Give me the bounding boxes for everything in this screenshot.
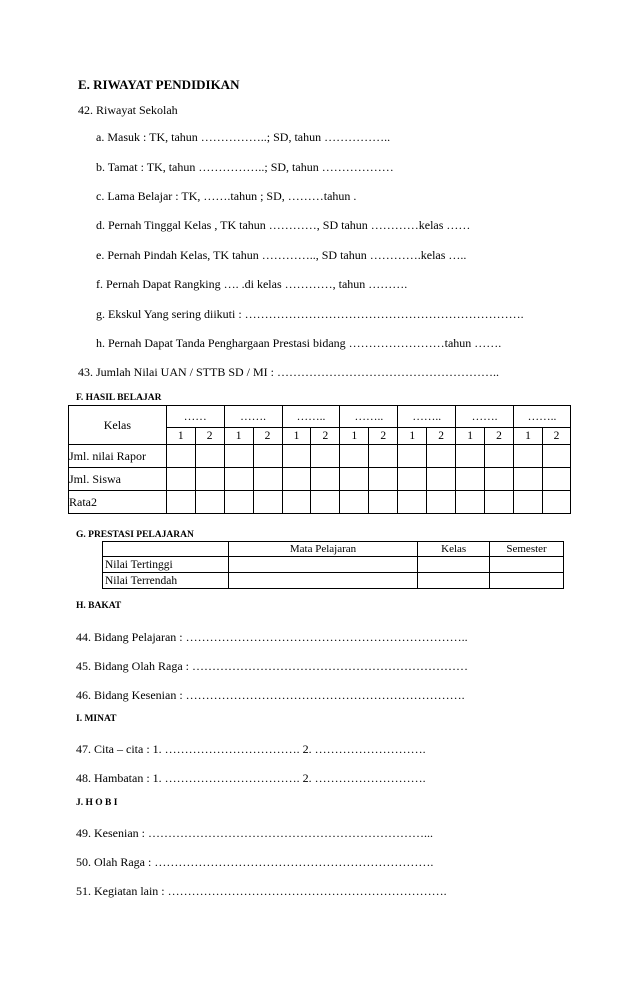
grade-cell[interactable] <box>340 445 369 468</box>
history-item-b: b. Tamat : TK, tahun ……………..; SD, tahun ……………… <box>96 160 394 174</box>
section-e-title: E. RIWAYAT PENDIDIKAN <box>78 77 240 92</box>
class-header: …….. <box>340 406 398 428</box>
grade-cell[interactable] <box>166 445 195 468</box>
grade-cell[interactable] <box>253 468 282 491</box>
semester-label: 2 <box>253 428 282 445</box>
class-header: ……. <box>456 406 514 428</box>
semester-label: 2 <box>369 428 398 445</box>
question-50: 50. Olah Raga : ……………………………………………………………. <box>76 855 434 869</box>
question-47: 47. Cita – cita : 1. ……………………………. 2. ………………………. <box>76 742 426 756</box>
kelas-header: Kelas <box>418 542 490 557</box>
grade-cell[interactable] <box>485 445 514 468</box>
entry-cell[interactable] <box>418 557 490 573</box>
section-g-title: G. PRESTASI PELAJARAN <box>76 530 194 540</box>
grade-cell[interactable] <box>369 468 398 491</box>
entry-cell[interactable] <box>490 573 564 589</box>
grade-cell[interactable] <box>311 491 340 514</box>
grade-cell[interactable] <box>195 468 224 491</box>
class-header: …….. <box>398 406 456 428</box>
history-item-c: c. Lama Belajar : TK, …….tahun ; SD, ………tahun . <box>96 189 357 203</box>
grade-cell[interactable] <box>282 445 311 468</box>
question-45: 45. Bidang Olah Raga : …………………………………………………………… <box>76 659 468 673</box>
empty-header-cell <box>103 542 229 557</box>
question-51: 51. Kegiatan lain : ……………………………………………………………. <box>76 884 447 898</box>
semester-header: Semester <box>490 542 564 557</box>
semester-label: 2 <box>195 428 224 445</box>
entry-cell[interactable] <box>418 573 490 589</box>
grade-cell[interactable] <box>166 468 195 491</box>
grade-cell[interactable] <box>485 468 514 491</box>
section-j-title: J. H O B I <box>76 798 118 808</box>
history-item-e: e. Pernah Pindah Kelas, TK tahun ………….., SD tahun ………….kelas ….. <box>96 248 467 262</box>
grade-cell[interactable] <box>253 445 282 468</box>
class-header: …… <box>166 406 224 428</box>
grade-cell[interactable] <box>195 491 224 514</box>
class-header: ……. <box>224 406 282 428</box>
entry-cell[interactable] <box>228 573 418 589</box>
table-row <box>69 468 571 491</box>
grade-cell[interactable] <box>282 468 311 491</box>
question-46: 46. Bidang Kesenian : ……………………………………………………………. <box>76 688 465 702</box>
question-44: 44. Bidang Pelajaran : …………………………………………………………….. <box>76 630 468 644</box>
grade-cell[interactable] <box>340 468 369 491</box>
grade-cell[interactable] <box>398 468 427 491</box>
grade-cell[interactable] <box>224 491 253 514</box>
grade-cell[interactable] <box>369 445 398 468</box>
grade-cell[interactable] <box>166 491 195 514</box>
grade-cell[interactable] <box>456 468 485 491</box>
history-item-d: d. Pernah Tinggal Kelas , TK tahun …………, SD tahun …………kelas …… <box>96 218 471 232</box>
grade-cell[interactable] <box>340 491 369 514</box>
history-item-f: f. Pernah Dapat Rangking …. .di kelas …………, tahun ………. <box>96 277 408 291</box>
table-row <box>103 557 564 573</box>
row-label: Nilai Terrendah <box>103 573 229 589</box>
row-label: Jml. Siswa <box>69 468 167 491</box>
grade-cell[interactable] <box>485 491 514 514</box>
grade-cell[interactable] <box>542 468 570 491</box>
history-item-a: a. Masuk : TK, tahun ……………..; SD, tahun …………….. <box>96 130 391 144</box>
entry-cell[interactable] <box>490 557 564 573</box>
history-item-g: g. Ekskul Yang sering diikuti : ……………………………………………………………. <box>96 307 524 321</box>
grade-cell[interactable] <box>514 491 543 514</box>
mata-pelajaran-header: Mata Pelajaran <box>228 542 418 557</box>
class-header: …….. <box>282 406 340 428</box>
section-h-title: H. BAKAT <box>76 601 122 611</box>
section-f-title: F. HASIL BELAJAR <box>76 393 162 403</box>
semester-label: 1 <box>398 428 427 445</box>
grade-cell[interactable] <box>398 491 427 514</box>
grade-cell[interactable] <box>514 445 543 468</box>
grade-cell[interactable] <box>542 445 570 468</box>
class-header: …….. <box>514 406 571 428</box>
history-item-h: h. Pernah Dapat Tanda Penghargaan Prestasi bidang ……………………tahun ……. <box>96 336 502 350</box>
entry-cell[interactable] <box>228 557 418 573</box>
semester-label: 1 <box>282 428 311 445</box>
semester-label: 2 <box>542 428 570 445</box>
question-42: 42. Riwayat Sekolah <box>78 103 178 117</box>
grade-cell[interactable] <box>369 491 398 514</box>
grade-cell[interactable] <box>398 445 427 468</box>
grade-cell[interactable] <box>311 445 340 468</box>
hasil-belajar-table <box>68 405 571 514</box>
grade-cell[interactable] <box>224 445 253 468</box>
semester-label: 2 <box>311 428 340 445</box>
semester-label: 2 <box>485 428 514 445</box>
grade-cell[interactable] <box>253 491 282 514</box>
table-row <box>69 491 571 514</box>
semester-label: 1 <box>166 428 195 445</box>
semester-label: 1 <box>224 428 253 445</box>
semester-label: 1 <box>340 428 369 445</box>
grade-cell[interactable] <box>311 468 340 491</box>
grade-cell[interactable] <box>427 468 456 491</box>
question-48: 48. Hambatan : 1. ……………………………. 2. ………………………. <box>76 771 426 785</box>
row-label: Rata2 <box>69 491 167 514</box>
grade-cell[interactable] <box>456 445 485 468</box>
row-label: Jml. nilai Rapor <box>69 445 167 468</box>
question-49: 49. Kesenian : ……………………………………………………………... <box>76 826 433 840</box>
section-i-title: I. MINAT <box>76 714 117 724</box>
question-43: 43. Jumlah Nilai UAN / STTB SD / MI : ……………………………………………….. <box>78 365 500 379</box>
grade-cell[interactable] <box>542 491 570 514</box>
kelas-header: Kelas <box>69 406 167 445</box>
grade-cell[interactable] <box>224 468 253 491</box>
grade-cell[interactable] <box>195 445 224 468</box>
table-row <box>69 445 571 468</box>
semester-label: 1 <box>514 428 543 445</box>
grade-cell[interactable] <box>427 491 456 514</box>
row-label: Nilai Tertinggi <box>103 557 229 573</box>
grade-cell[interactable] <box>456 491 485 514</box>
grade-cell[interactable] <box>427 445 456 468</box>
grade-cell[interactable] <box>514 468 543 491</box>
semester-label: 2 <box>427 428 456 445</box>
table-row <box>103 573 564 589</box>
grade-cell[interactable] <box>282 491 311 514</box>
prestasi-table <box>102 541 564 589</box>
semester-label: 1 <box>456 428 485 445</box>
